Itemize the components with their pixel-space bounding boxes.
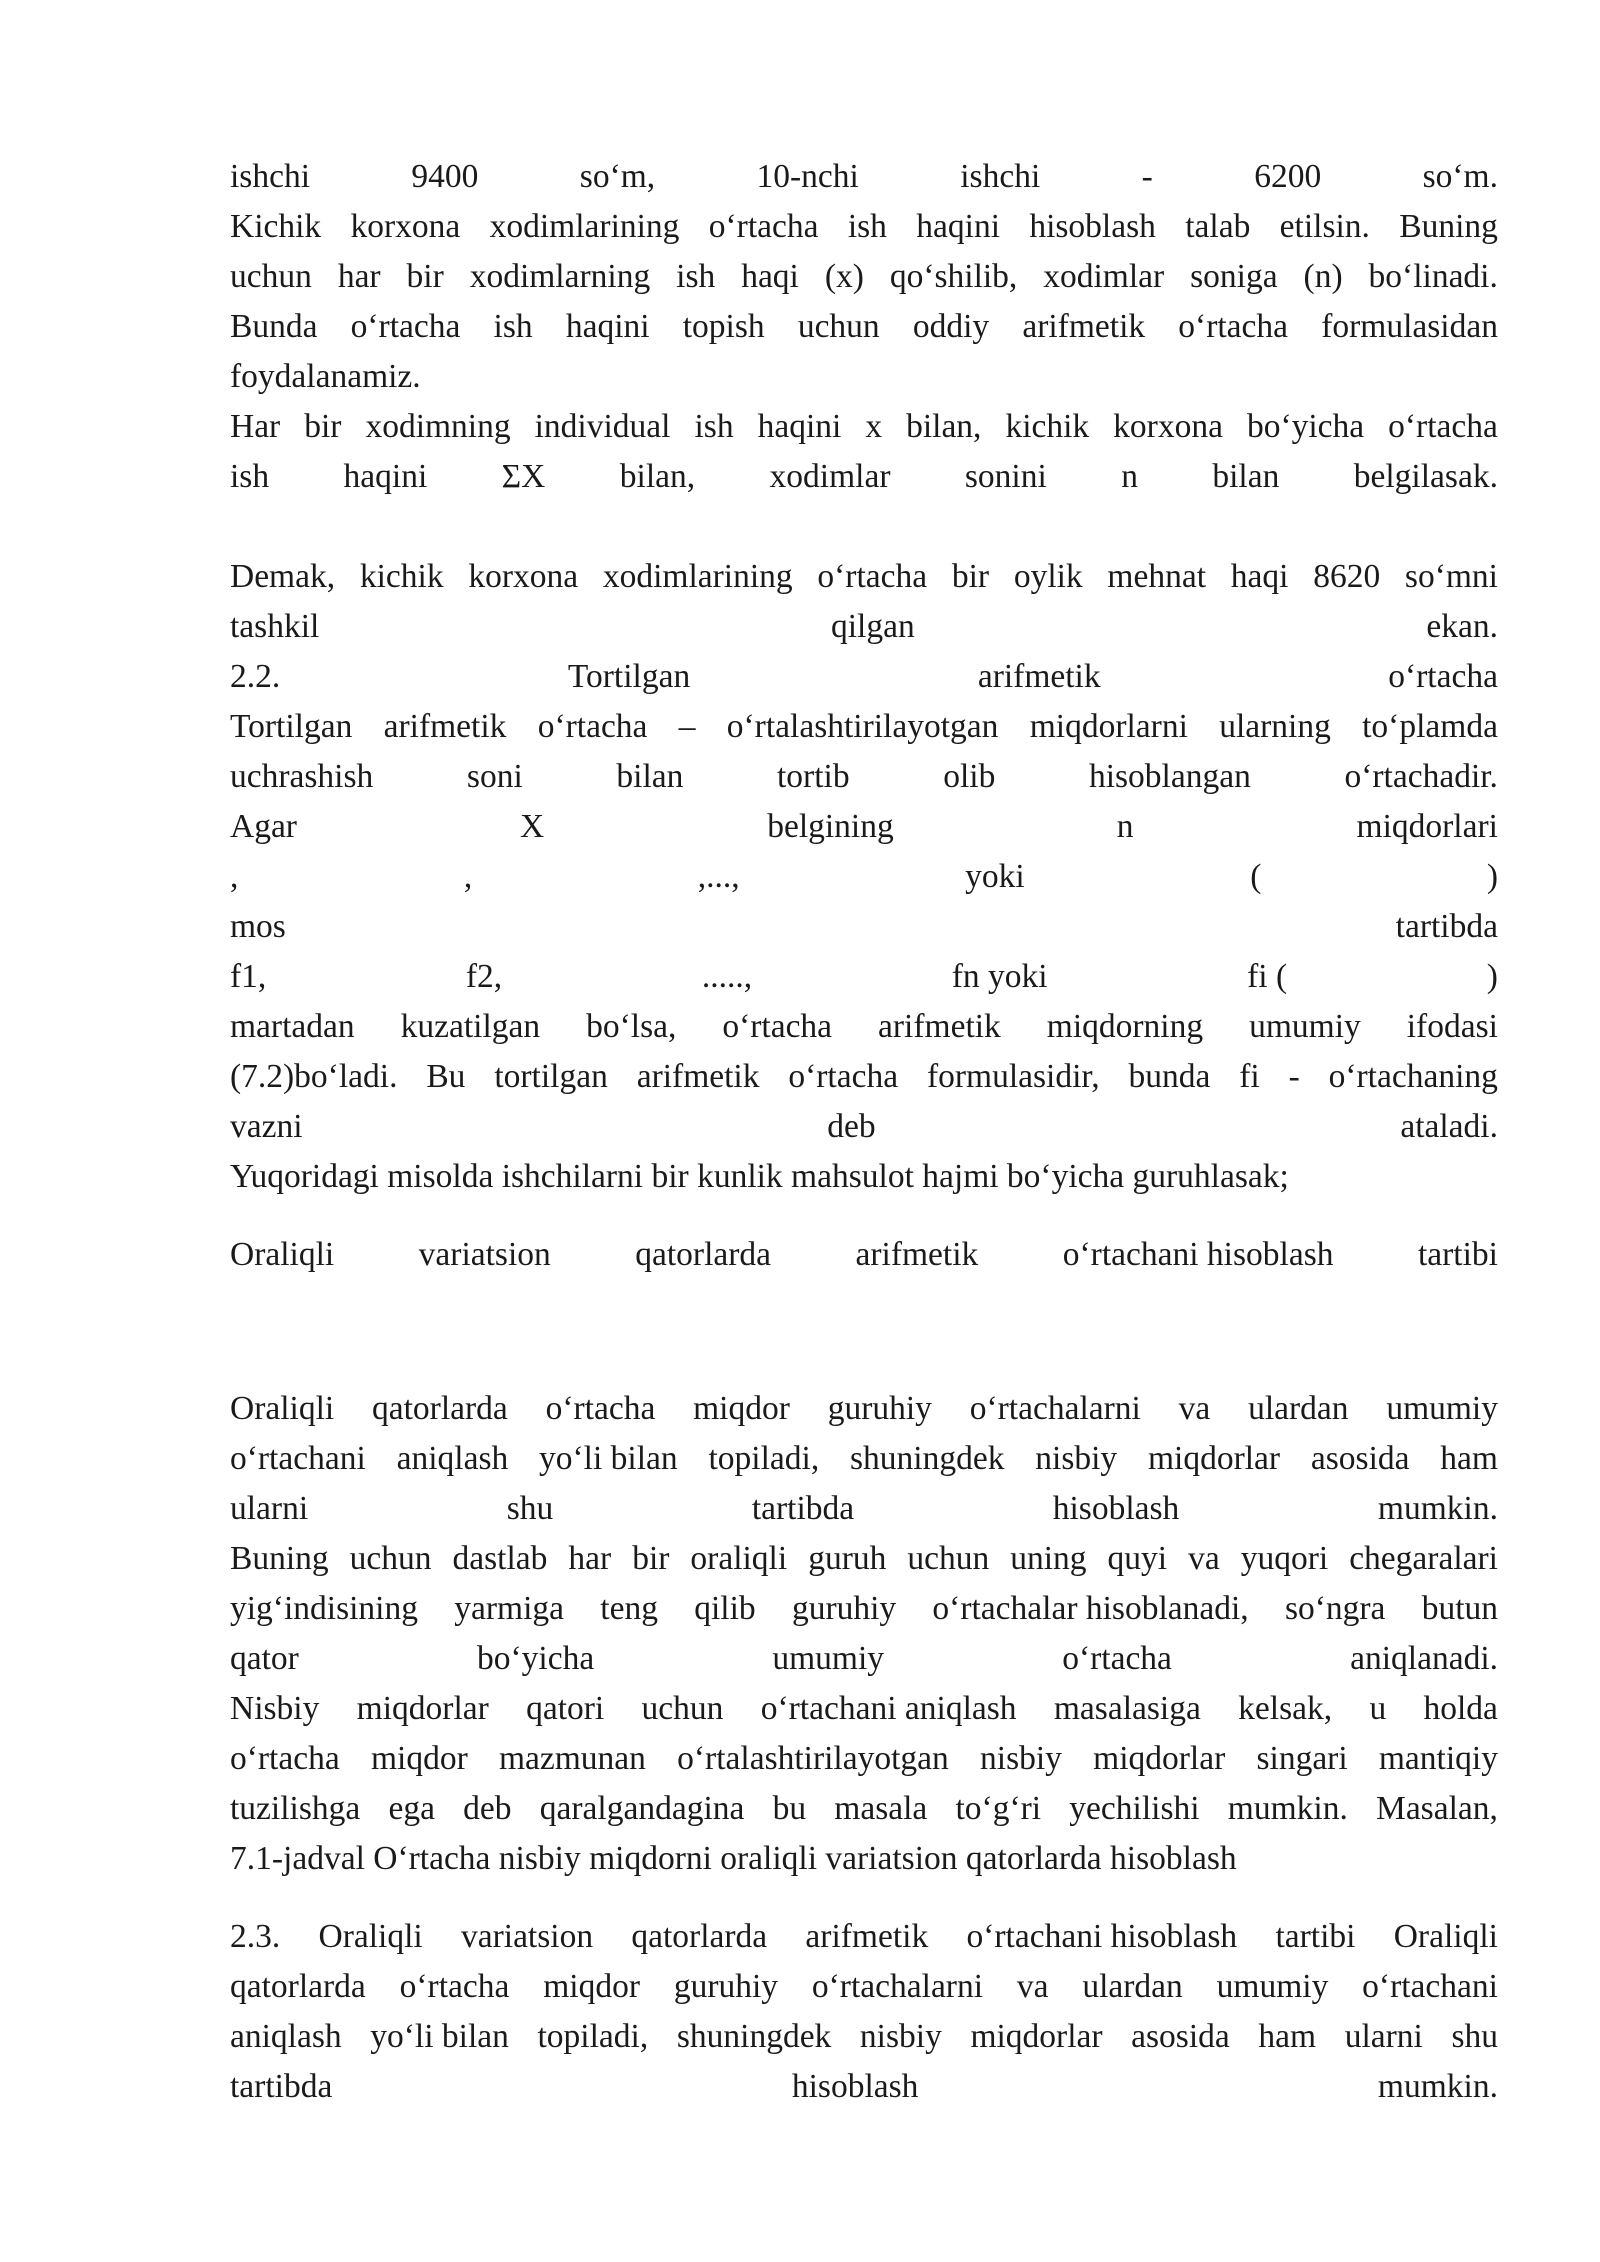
word: har bbox=[568, 1540, 612, 1577]
word: nisbiy bbox=[859, 2018, 942, 2055]
word: Masalan, bbox=[1376, 1790, 1498, 1827]
word: ataladi. bbox=[1400, 1108, 1498, 1145]
word: uchun bbox=[907, 1540, 990, 1577]
word: o‘rtacha bbox=[722, 1008, 833, 1045]
word: arifmetik bbox=[805, 1918, 929, 1955]
word: deb bbox=[463, 1790, 512, 1827]
word: hisoblash bbox=[1029, 208, 1156, 245]
word: butun bbox=[1421, 1590, 1498, 1627]
word: sonini bbox=[964, 458, 1047, 495]
word: xodimlar bbox=[1043, 258, 1165, 295]
word: aniqlash bbox=[230, 2018, 342, 2055]
word: mumkin. bbox=[1377, 1490, 1498, 1527]
word: qator bbox=[230, 1640, 299, 1677]
word: (7.2)bo‘ladi. bbox=[230, 1058, 398, 1095]
word: ....., bbox=[701, 958, 753, 995]
word: etilsin. bbox=[1279, 208, 1370, 245]
word: xodimlarining bbox=[489, 208, 680, 245]
word: (n) bbox=[1303, 258, 1343, 295]
word: deb bbox=[827, 1108, 876, 1145]
word: o‘rtachani hisoblash bbox=[966, 1918, 1238, 1955]
word: umumiy bbox=[772, 1640, 885, 1677]
word: qilgan bbox=[830, 608, 915, 645]
word: bilan bbox=[1212, 458, 1280, 495]
word: belgining bbox=[767, 808, 894, 845]
text-line bbox=[230, 802, 1498, 852]
word: yoki bbox=[965, 858, 1025, 895]
text-line bbox=[230, 1734, 1498, 1784]
word: miqdorning bbox=[1046, 1008, 1204, 1045]
word: so‘m. bbox=[1422, 158, 1498, 195]
word: o‘rtacha bbox=[1388, 658, 1498, 695]
word: so‘ngra bbox=[1284, 1590, 1386, 1627]
text-line bbox=[230, 1002, 1498, 1052]
word: martadan bbox=[230, 1008, 355, 1045]
text-line bbox=[230, 552, 1498, 602]
word: bo‘yicha bbox=[1246, 408, 1365, 445]
word: tartibda bbox=[751, 1490, 855, 1527]
word: umumiy bbox=[1386, 1390, 1498, 1427]
word: u bbox=[1369, 1690, 1387, 1727]
word: mos bbox=[230, 908, 286, 945]
word: qatorlarda bbox=[631, 1918, 768, 1955]
word: tortib bbox=[777, 758, 850, 795]
word: ish bbox=[694, 408, 734, 445]
word: variatsion bbox=[460, 1918, 594, 1955]
word: qo‘shilib, bbox=[889, 258, 1018, 295]
word: ΣX bbox=[501, 458, 546, 495]
word: xodimning bbox=[365, 408, 511, 445]
text-line bbox=[230, 752, 1498, 802]
section-heading bbox=[230, 1230, 1498, 1280]
word: qaralgandagina bbox=[539, 1790, 745, 1827]
word: teng bbox=[600, 1590, 658, 1627]
word: uchun bbox=[349, 1540, 432, 1577]
word: ,..., bbox=[697, 858, 740, 895]
word: o‘rtacha bbox=[1178, 308, 1289, 345]
word: o‘rtachaning bbox=[1328, 1058, 1498, 1095]
word: tuzilishga bbox=[230, 1790, 361, 1827]
word: guruhiy bbox=[673, 1968, 779, 2005]
word: hisoblangan bbox=[1088, 758, 1251, 795]
word: Nisbiy bbox=[230, 1690, 320, 1727]
word: bilan, bbox=[906, 408, 982, 445]
text-line bbox=[230, 1784, 1498, 1834]
word: aniqlash bbox=[396, 1440, 509, 1477]
word: (x) bbox=[824, 258, 864, 295]
word: ega bbox=[388, 1790, 435, 1827]
word: Oraliqli bbox=[1393, 1918, 1498, 1955]
document-body bbox=[230, 152, 1498, 2112]
word: xodimlarning bbox=[469, 258, 651, 295]
word: 2.3. bbox=[230, 1918, 281, 1955]
word: har bbox=[337, 258, 381, 295]
word: bir bbox=[406, 258, 444, 295]
word: vazni bbox=[230, 1108, 303, 1145]
word: , bbox=[463, 858, 473, 895]
word: korxona bbox=[350, 208, 461, 245]
word: ifodasi bbox=[1406, 1008, 1498, 1045]
word: guruhiy bbox=[791, 1590, 897, 1627]
word: Bunda bbox=[230, 308, 318, 345]
word: guruh bbox=[808, 1540, 887, 1577]
word: qilib bbox=[694, 1590, 756, 1627]
word: ish bbox=[676, 258, 716, 295]
word: bilan bbox=[616, 758, 684, 795]
word: shuningdek bbox=[676, 2018, 832, 2055]
word: o‘rtachani aniqlash bbox=[760, 1690, 1017, 1727]
word: hisoblash bbox=[1052, 1490, 1180, 1527]
word: nisbiy bbox=[980, 1740, 1062, 1777]
word: shuningdek bbox=[850, 1440, 1005, 1477]
word: va bbox=[1178, 1390, 1211, 1427]
word: shu bbox=[506, 1490, 554, 1527]
word: haqini bbox=[565, 308, 650, 345]
word: x bbox=[865, 408, 883, 445]
word: shu bbox=[1451, 2018, 1498, 2055]
word: uning bbox=[1010, 1540, 1087, 1577]
word: so‘m, bbox=[579, 158, 656, 195]
word: oraliqli bbox=[690, 1540, 788, 1577]
word: ish bbox=[230, 458, 270, 495]
word: yuqori bbox=[1240, 1540, 1329, 1577]
word: Oraliqli bbox=[318, 1918, 423, 1955]
word: masalasiga bbox=[1053, 1690, 1201, 1727]
word: xodimlar bbox=[769, 458, 891, 495]
word: dastlab bbox=[452, 1540, 548, 1577]
word: , bbox=[230, 858, 239, 895]
word: ishchi bbox=[960, 158, 1041, 195]
word: kelsak, bbox=[1238, 1690, 1333, 1727]
word: o‘rtachadir. bbox=[1344, 758, 1498, 795]
text-line bbox=[230, 452, 1498, 502]
table-caption bbox=[230, 1834, 1498, 1884]
word: miqdorlar bbox=[356, 1690, 489, 1727]
word: arifmetik bbox=[878, 1008, 1001, 1045]
word: asosida bbox=[1310, 1440, 1410, 1477]
word: o‘rtacha bbox=[399, 1968, 510, 2005]
text-line bbox=[230, 852, 1498, 902]
word: mantiqiy bbox=[1378, 1740, 1498, 1777]
word: miqdorlari bbox=[1356, 808, 1498, 845]
word: kuzatilgan bbox=[400, 1008, 541, 1045]
word: oddiy bbox=[912, 308, 990, 345]
word: o‘rtacha bbox=[708, 208, 819, 245]
word: uchrashish bbox=[230, 758, 374, 795]
word: singari bbox=[1256, 1740, 1348, 1777]
word: ishchi bbox=[230, 158, 311, 195]
word: 9400 bbox=[411, 158, 479, 195]
word: bir bbox=[632, 1540, 670, 1577]
word: so‘mni bbox=[1404, 558, 1498, 595]
text-line bbox=[230, 1434, 1498, 1484]
word: ish bbox=[493, 308, 533, 345]
text-line bbox=[230, 702, 1498, 752]
word: va bbox=[1016, 1968, 1049, 2005]
word: haqini bbox=[916, 208, 1000, 245]
word: topiladi, bbox=[708, 1440, 820, 1477]
word: o‘rtacha bbox=[817, 558, 928, 595]
text-line bbox=[230, 402, 1498, 452]
text-line bbox=[230, 1584, 1498, 1634]
word: o‘rtacha bbox=[230, 1740, 340, 1777]
word: o‘rtachalar hisoblanadi, bbox=[932, 1590, 1249, 1627]
word: - bbox=[1288, 1058, 1300, 1095]
word: kichik bbox=[1005, 408, 1090, 445]
line-text: 7.1-jadval O‘rtacha nisbiy miqdorni oraliqli variatsion qatorlarda hisoblash bbox=[230, 1840, 1237, 1877]
word: uchun bbox=[797, 308, 880, 345]
word: fi bbox=[1239, 1058, 1260, 1095]
word: quyi bbox=[1107, 1540, 1168, 1577]
text-line bbox=[230, 352, 1498, 402]
word: bir bbox=[951, 558, 990, 595]
word: ham bbox=[1258, 2018, 1317, 2055]
word: haqi bbox=[741, 258, 799, 295]
word: Bu bbox=[426, 1058, 466, 1095]
word: – bbox=[678, 708, 696, 745]
word: o‘rtacha bbox=[350, 308, 461, 345]
word: ularni bbox=[230, 1490, 309, 1527]
word: yig‘indisining bbox=[230, 1590, 418, 1627]
word: bir bbox=[304, 408, 342, 445]
word: miqdorlarni bbox=[1029, 708, 1188, 745]
word: - bbox=[1141, 158, 1153, 195]
word: bo‘yicha bbox=[477, 1640, 595, 1677]
word: yechilishi bbox=[1069, 1790, 1200, 1827]
word: o‘rtachalarni bbox=[969, 1390, 1141, 1427]
word: haqini bbox=[757, 408, 842, 445]
word: ularning bbox=[1219, 708, 1331, 745]
word: yarmiga bbox=[454, 1590, 565, 1627]
word: mumkin. bbox=[1227, 1790, 1348, 1827]
word: yo‘li bilan bbox=[370, 2018, 509, 2055]
word: f2, bbox=[465, 958, 503, 995]
word: ekan. bbox=[1426, 608, 1498, 645]
word: arifmetik bbox=[383, 708, 507, 745]
word: o‘rtacha bbox=[1388, 408, 1498, 445]
word: o‘rtacha bbox=[537, 708, 648, 745]
word: miqdor bbox=[370, 1740, 468, 1777]
word: bo‘lsa, bbox=[586, 1008, 677, 1045]
word: belgilasak. bbox=[1353, 458, 1498, 495]
word: Buning bbox=[1399, 208, 1498, 245]
word: miqdorlar bbox=[1093, 1740, 1226, 1777]
word: arifmetik bbox=[636, 1058, 760, 1095]
word: tortilgan bbox=[494, 1058, 608, 1095]
word: ish bbox=[847, 208, 887, 245]
word: masala bbox=[834, 1790, 928, 1827]
word: miqdor bbox=[543, 1968, 640, 2005]
word: kichik bbox=[359, 558, 444, 595]
word: 2.2. bbox=[230, 658, 281, 695]
word: qatorlarda bbox=[230, 1968, 366, 2005]
word: tartibi bbox=[1417, 1236, 1498, 1273]
word: tartibda bbox=[1395, 908, 1498, 945]
word: xodimlarining bbox=[602, 558, 793, 595]
word: fn yoki bbox=[951, 958, 1048, 995]
word: arifmetik bbox=[1022, 308, 1146, 345]
text-line bbox=[230, 902, 1498, 952]
word: tartibi bbox=[1275, 1918, 1356, 1955]
word: Buning bbox=[230, 1540, 329, 1577]
text-line bbox=[230, 302, 1498, 352]
word: bo‘linadi. bbox=[1368, 258, 1498, 295]
word: miqdor bbox=[693, 1390, 790, 1427]
word: n bbox=[1121, 458, 1138, 495]
word: fi ( bbox=[1247, 958, 1288, 995]
text-line bbox=[230, 602, 1498, 652]
section-heading bbox=[230, 652, 1498, 702]
word: tartibda bbox=[230, 2068, 333, 2105]
word: to‘plamda bbox=[1362, 708, 1498, 745]
word: Demak, bbox=[230, 558, 336, 595]
text-line bbox=[230, 1052, 1498, 1102]
word: o‘rtachani hisoblash bbox=[1062, 1236, 1334, 1273]
word: topish bbox=[682, 308, 765, 345]
word: qatori bbox=[526, 1690, 605, 1727]
word: qatorlarda bbox=[372, 1390, 508, 1427]
text-line bbox=[230, 2012, 1498, 2062]
word: korxona bbox=[468, 558, 579, 595]
text-line bbox=[230, 1152, 1498, 1202]
word: talab bbox=[1185, 208, 1251, 245]
word: ) bbox=[1486, 958, 1498, 995]
word: miqdorlar bbox=[970, 2018, 1103, 2055]
text-line bbox=[230, 1102, 1498, 1152]
word: soni bbox=[466, 758, 523, 795]
text-line bbox=[230, 1962, 1498, 2012]
word: holda bbox=[1423, 1690, 1498, 1727]
word: umumiy bbox=[1249, 1008, 1361, 1045]
word: tashkil bbox=[230, 608, 320, 645]
word: Har bbox=[230, 408, 281, 445]
line-text: foydalanamiz. bbox=[230, 358, 421, 395]
word: 6200 bbox=[1254, 158, 1322, 195]
word: f1, bbox=[230, 958, 267, 995]
text-line bbox=[230, 1634, 1498, 1684]
word: o‘rtachalarni bbox=[811, 1968, 984, 2005]
word: formulasidan bbox=[1321, 308, 1498, 345]
text-line bbox=[230, 152, 1498, 202]
word: ) bbox=[1486, 858, 1498, 895]
word: asosida bbox=[1131, 2018, 1230, 2055]
word: o‘rtacha bbox=[545, 1390, 656, 1427]
word: individual bbox=[534, 408, 671, 445]
word: arifmetik bbox=[855, 1236, 979, 1273]
word: chegaralari bbox=[1349, 1540, 1498, 1577]
word: ham bbox=[1440, 1440, 1498, 1477]
word: nisbiy bbox=[1035, 1440, 1118, 1477]
word: 10-nchi bbox=[756, 158, 859, 195]
word: olib bbox=[943, 758, 996, 795]
word: bilan, bbox=[619, 458, 696, 495]
text-line bbox=[230, 2062, 1498, 2112]
word: Tortilgan bbox=[567, 658, 691, 695]
word: umumiy bbox=[1216, 1968, 1329, 2005]
word: ulardan bbox=[1248, 1390, 1349, 1427]
word: topiladi, bbox=[537, 2018, 649, 2055]
word: n bbox=[1116, 808, 1134, 845]
word: haqini bbox=[343, 458, 428, 495]
word: oylik bbox=[1013, 558, 1083, 595]
word: bu bbox=[772, 1790, 807, 1827]
word: ulardan bbox=[1082, 1968, 1183, 2005]
text-line bbox=[230, 1384, 1498, 1434]
word: ( bbox=[1250, 858, 1262, 895]
word: X bbox=[519, 808, 545, 845]
word: haqi bbox=[1230, 558, 1289, 595]
word: uchun bbox=[230, 258, 312, 295]
word: o‘rtachani bbox=[1362, 1968, 1498, 2005]
word: arifmetik bbox=[977, 658, 1101, 695]
word: o‘rtalashtirilayotgan bbox=[677, 1740, 949, 1777]
section-heading bbox=[230, 1912, 1498, 1962]
word: hisoblash bbox=[791, 2068, 919, 2105]
word: o‘rtachani bbox=[230, 1440, 366, 1477]
word: aniqlanadi. bbox=[1350, 1640, 1498, 1677]
word: o‘rtacha bbox=[788, 1058, 899, 1095]
text-line bbox=[230, 252, 1498, 302]
text-line bbox=[230, 952, 1498, 1002]
word: mazmunan bbox=[498, 1740, 646, 1777]
word: mumkin. bbox=[1377, 2068, 1498, 2105]
word: Oraliqli bbox=[230, 1236, 335, 1273]
word: uchun bbox=[641, 1690, 724, 1727]
word: va bbox=[1188, 1540, 1220, 1577]
text-line bbox=[230, 1484, 1498, 1534]
word: Oraliqli bbox=[230, 1390, 335, 1427]
text-line bbox=[230, 202, 1498, 252]
word: Tortilgan bbox=[230, 708, 353, 745]
word: o‘rtacha bbox=[1062, 1640, 1172, 1677]
word: o‘rtalashtirilayotgan bbox=[726, 708, 999, 745]
word: qatorlarda bbox=[635, 1236, 772, 1273]
word: soniga bbox=[1190, 258, 1278, 295]
word: formulasidir, bbox=[926, 1058, 1100, 1095]
word: yo‘li bilan bbox=[539, 1440, 678, 1477]
word: guruhiy bbox=[827, 1390, 932, 1427]
word: bunda bbox=[1128, 1058, 1211, 1095]
text-line bbox=[230, 1684, 1498, 1734]
word: miqdorlar bbox=[1147, 1440, 1281, 1477]
word: Agar bbox=[230, 808, 297, 845]
word: to‘g‘ri bbox=[955, 1790, 1042, 1827]
word: Kichik bbox=[230, 208, 322, 245]
text-line bbox=[230, 1534, 1498, 1584]
word: mehnat bbox=[1107, 558, 1207, 595]
word: korxona bbox=[1113, 408, 1223, 445]
line-text: Yuqoridagi misolda ishchilarni bir kunlik mahsulot hajmi bo‘yicha guruhlasak; bbox=[230, 1158, 1289, 1195]
word: variatsion bbox=[418, 1236, 551, 1273]
word: ularni bbox=[1344, 2018, 1423, 2055]
word: 8620 bbox=[1313, 558, 1381, 595]
